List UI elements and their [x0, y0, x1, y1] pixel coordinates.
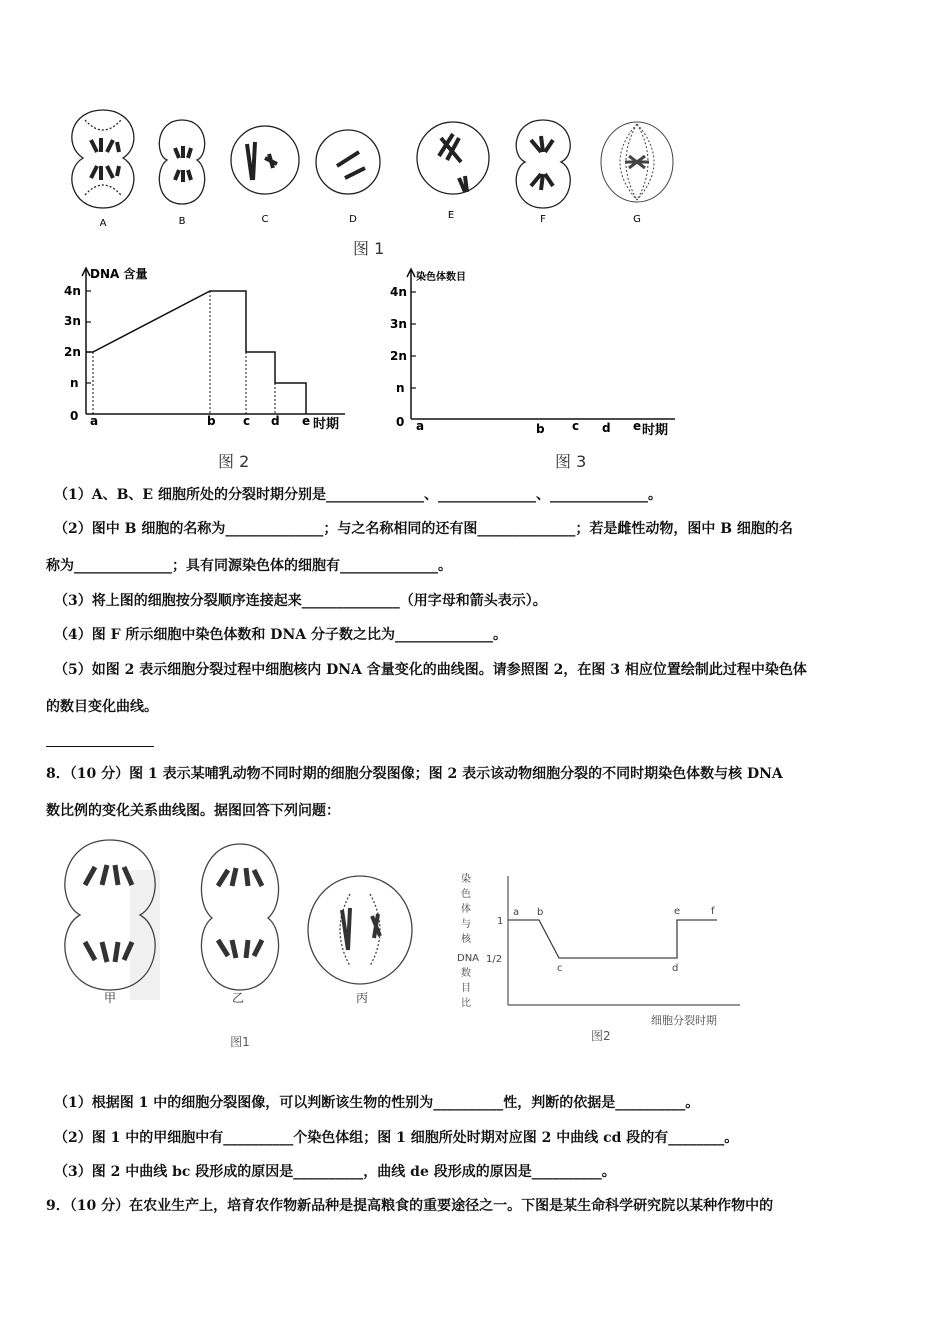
q8-point-c: c	[557, 963, 563, 974]
q8-point-f: f	[711, 906, 715, 917]
q8-figure2-chart	[455, 868, 755, 1048]
q8-ylabel-char-0: 染	[461, 874, 471, 885]
q8-ylabel-char-6: 数	[461, 968, 471, 979]
q8-ylabel-char-5: DNA	[457, 953, 480, 964]
q8-figure1-cells	[50, 830, 430, 1055]
fig2-xtick-e: e	[302, 414, 311, 428]
cell-label-a: A	[99, 218, 107, 229]
cell-bing-drawing	[308, 876, 412, 984]
q8-ylabel-char-4: 核	[461, 934, 471, 945]
fig3-xtick-d: d	[602, 421, 611, 435]
label-bing: 丙	[355, 991, 369, 1005]
cell-label-f: F	[540, 214, 546, 225]
cell-b-drawing	[159, 120, 204, 204]
fig3-ytick-0: 0	[396, 415, 405, 429]
fig3-xtick-b: b	[536, 422, 545, 436]
question-5-line1: （5）如图 2 表示细胞分裂过程中细胞核内 DNA 含量变化的曲线图。请参照图 2，在图 3 相应位置绘制此过程中染色体	[54, 662, 807, 678]
cell-label-d: D	[349, 214, 357, 225]
fig2-ytick-0: 0	[70, 409, 79, 423]
q8-sub1: （1）根据图 1 中的细胞分裂图像，可以判断该生物的性别为__________性，判断的依据是__________。	[54, 1095, 700, 1111]
separator-line	[46, 746, 154, 747]
fig2-xtick-b: b	[207, 414, 216, 428]
q8-point-e: e	[674, 906, 681, 917]
figure3-chart	[390, 264, 690, 444]
q8-ylabel-char-8: 比	[461, 998, 471, 1009]
q8-sub2: （2）图 1 中的甲细胞中有__________个染色体组；图 1 细胞所处时期对应图 2 中曲线 cd 段的有________。	[54, 1130, 739, 1146]
question-3: （3）将上图的细胞按分裂顺序连接起来______________（用字母和箭头表示）。	[54, 593, 547, 609]
cell-f-drawing	[516, 120, 570, 208]
fig2-xtick-c: c	[243, 414, 251, 428]
figure3-caption: 图 3	[555, 452, 587, 471]
q9-line1: 9．（10 分）在农业生产上，培育农作物新品种是提高粮食的重要途径之一。下图是某生命科学研究院以某种作物中的	[46, 1198, 774, 1214]
question-4: （4）图 F 所示细胞中染色体数和 DNA 分子数之比为______________。	[54, 627, 507, 643]
fig2-xtick-d: d	[271, 414, 280, 428]
q8-sub3: （3）图 2 中曲线 bc 段形成的原因是__________，曲线 de 段形成的原因是__________。	[54, 1164, 616, 1180]
q8-ylabel-char-3: 与	[461, 919, 471, 930]
q8-point-a: a	[513, 907, 520, 918]
fig3-xtick-e: e	[633, 419, 642, 433]
fig2-ytick-4n: 4n	[64, 284, 81, 298]
q8-ylabel-char-1: 色	[461, 889, 471, 900]
fig3-ytick-2n: 2n	[390, 349, 407, 363]
fig3-ytick-3n: 3n	[390, 317, 407, 331]
q8-point-d: d	[672, 963, 679, 974]
cell-d-drawing	[316, 130, 380, 194]
cell-label-g: G	[633, 214, 641, 225]
fig3-xtick-a: a	[416, 419, 425, 433]
fig2-ylabel: DNA 含量	[90, 267, 148, 281]
cell-yi-drawing	[201, 844, 278, 990]
fig3-xlabel: 时期	[642, 423, 669, 438]
figure2-caption: 图 2	[218, 452, 250, 471]
fig3-ytick-n: n	[396, 381, 405, 395]
question-1: （1）A、B、E 细胞所处的分裂时期分别是______________、______________、______________。	[54, 487, 662, 503]
q8-ylabel-char-2: 体	[461, 904, 471, 915]
q8-ytick-half: 1/2	[486, 954, 503, 965]
question-2-line1: （2）图中 B 细胞的名称为______________；与之名称相同的还有图______________；若是雌性动物，图中 B 细胞的名	[54, 521, 793, 537]
question-2-line2: 称为______________；具有同源染色体的细胞有______________。	[46, 558, 452, 574]
figure1-caption: 图 1	[353, 239, 385, 258]
cell-label-c: C	[261, 214, 269, 225]
fig3-ytick-4n: 4n	[390, 285, 407, 299]
fig2-xlabel: 时期	[313, 417, 340, 432]
fig2-ytick-3n: 3n	[64, 314, 81, 328]
cell-label-b: B	[178, 216, 186, 227]
question-5-line2: 的数目变化曲线。	[46, 699, 158, 715]
fig2-ytick-n: n	[70, 376, 79, 390]
fig2-ytick-2n: 2n	[64, 345, 81, 359]
q8-line1: 8．（10 分）图 1 表示某哺乳动物不同时期的细胞分裂图像；图 2 表示该动物细胞分裂的不同时期染色体数与核 DNA	[46, 766, 783, 782]
q8-fig2-ylabel	[457, 872, 479, 1009]
label-yi: 乙	[231, 991, 245, 1005]
fig2-dna-curve	[86, 291, 306, 414]
q8-point-b: b	[537, 907, 544, 918]
q8-fig2-caption: 图2	[591, 1029, 611, 1043]
q8-fig1-caption: 图1	[230, 1035, 250, 1049]
cell-c-drawing	[231, 126, 299, 194]
q8-fig2-curve	[508, 920, 717, 958]
fig3-xtick-c: c	[572, 419, 580, 433]
q8-ylabel-char-7: 目	[461, 983, 471, 994]
fig3-ylabel: 染色体数目	[416, 272, 466, 283]
q8-fig2-xlabel: 细胞分裂时期	[651, 1014, 717, 1027]
figure1-cells	[55, 100, 695, 230]
cell-e-drawing	[417, 122, 489, 194]
fig2-xtick-a: a	[90, 414, 99, 428]
figure2-chart	[60, 262, 360, 437]
cell-g-drawing	[601, 122, 673, 202]
cell-a-drawing	[72, 110, 134, 208]
q8-line2: 数比例的变化关系曲线图。据图回答下列问题：	[46, 803, 340, 819]
label-jia: 甲	[103, 991, 117, 1005]
cell-label-e: E	[447, 210, 455, 221]
q8-ytick-1: 1	[497, 916, 504, 927]
